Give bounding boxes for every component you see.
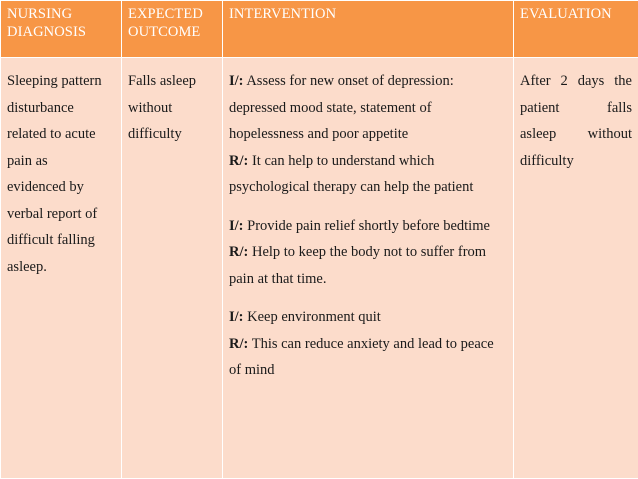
- evaluation-line: asleep without: [520, 126, 632, 142]
- diagnosis-line: evidenced by: [7, 179, 84, 195]
- rationale-label: R/:: [229, 152, 249, 169]
- diagnosis-line: related to acute: [7, 126, 96, 142]
- diagnosis-line: pain as: [7, 152, 48, 169]
- intervention-label: I/:: [229, 73, 244, 89]
- evaluation-line: patient falls: [520, 99, 632, 116]
- diagnosis-line: difficult falling: [7, 232, 95, 248]
- intervention-cell: [223, 58, 514, 479]
- diagnosis-cell: [1, 58, 122, 479]
- intervention-item: [229, 304, 507, 384]
- diagnosis-line: asleep.: [7, 258, 47, 275]
- header-evaluation: EVALUATION: [514, 1, 638, 58]
- intervention-description: Keep environment quit: [247, 309, 381, 325]
- header-intervention: INTERVENTION: [223, 1, 514, 58]
- rationale-description: This can reduce anxiety and lead to peace of mind: [229, 335, 494, 378]
- rationale-label: R/:: [229, 244, 249, 260]
- intervention-text: [229, 213, 507, 240]
- outcome-line: difficulty: [128, 126, 182, 142]
- header-nursing-diagnosis: NURSING DIAGNOSIS: [1, 1, 122, 58]
- diagnosis-line: Sleeping pattern: [7, 73, 102, 89]
- outcome-line: without: [128, 99, 173, 116]
- rationale-label: R/:: [229, 335, 249, 352]
- rationale-text: [229, 148, 507, 201]
- header-row: [1, 1, 638, 58]
- intervention-description: Provide pain relief shortly before bedtime: [247, 217, 490, 234]
- evaluation-cell: [514, 58, 638, 479]
- rationale-text: [229, 331, 507, 384]
- diagnosis-line: verbal report of: [7, 205, 98, 222]
- intervention-item: [229, 213, 507, 293]
- header-expected-outcome: EXPECTED OUTCOME: [122, 1, 223, 58]
- intervention-description: Assess for new onset of depression: depressed mood state, statement of hopelessness and poor appetite: [229, 73, 454, 142]
- rationale-description: Help to keep the body not to suffer from pain at that time.: [229, 244, 487, 287]
- intervention-text: [229, 68, 507, 148]
- intervention-item: [229, 68, 507, 201]
- evaluation-line: After 2 days the: [520, 73, 632, 89]
- diagnosis-line: disturbance: [7, 99, 74, 116]
- outcome-cell: [122, 58, 223, 479]
- intervention-label: I/:: [229, 309, 244, 325]
- rationale-text: [229, 239, 507, 292]
- evaluation-line: difficulty: [520, 152, 574, 169]
- intervention-text: [229, 304, 507, 331]
- intervention-label: I/:: [229, 217, 244, 234]
- table-row: [1, 58, 638, 479]
- outcome-line: Falls asleep: [128, 73, 197, 89]
- rationale-description: It can help to understand which psychological therapy can help the patient: [229, 152, 474, 195]
